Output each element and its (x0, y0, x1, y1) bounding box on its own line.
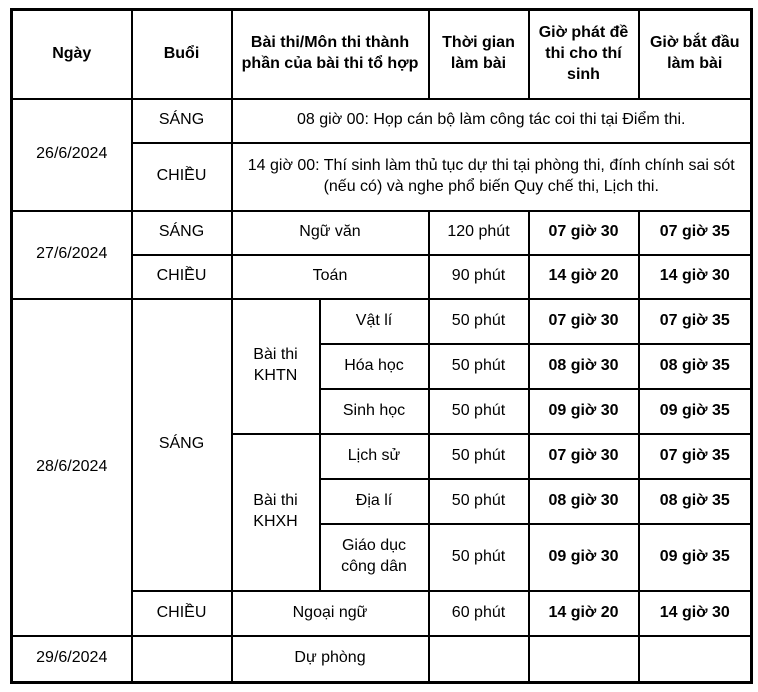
reserve-day-cell: Dự phòng (232, 636, 429, 683)
subject-cell: Ngoại ngữ (232, 591, 429, 636)
handout-time-cell: 14 giờ 20 (529, 255, 639, 299)
table-row (12, 99, 752, 143)
subject-cell: Hóa học (320, 344, 429, 389)
session-cell: CHIỀU (132, 591, 232, 636)
start-time-cell: 14 giờ 30 (639, 591, 752, 636)
group-label-cell: Bài thi KHTN (232, 299, 320, 434)
note-cell: 14 giờ 00: Thí sinh làm thủ tục dự thi tại phòng thi, đính chính sai sót (nếu có) và nghe phổ biến Quy chế thi, Lịch thi. (232, 143, 752, 211)
start-time-cell: 08 giờ 35 (639, 344, 752, 389)
handout-time-cell: 09 giờ 30 (529, 524, 639, 591)
start-time-cell-empty (639, 636, 752, 683)
handout-time-cell: 07 giờ 30 (529, 434, 639, 479)
duration-cell: 50 phút (429, 479, 529, 524)
table-row (12, 299, 752, 344)
subject-cell: Địa lí (320, 479, 429, 524)
subject-cell: Lịch sử (320, 434, 429, 479)
date-cell: 28/6/2024 (12, 299, 132, 636)
duration-cell: 50 phút (429, 434, 529, 479)
duration-cell: 50 phút (429, 524, 529, 591)
header-start-time: Giờ bắt đầu làm bài (639, 10, 752, 99)
header-session: Buổi (132, 10, 232, 99)
handout-time-cell: 14 giờ 20 (529, 591, 639, 636)
table-row (12, 211, 752, 255)
header-date: Ngày (12, 10, 132, 99)
subject-cell: Sinh học (320, 389, 429, 434)
date-cell: 29/6/2024 (12, 636, 132, 683)
start-time-cell: 07 giờ 35 (639, 211, 752, 255)
note-cell: 08 giờ 00: Họp cán bộ làm công tác coi thi tại Điểm thi. (232, 99, 752, 143)
header-exam: Bài thi/Môn thi thành phần của bài thi tổ hợp (232, 10, 429, 99)
handout-time-cell-empty (529, 636, 639, 683)
session-cell: CHIỀU (132, 143, 232, 211)
table-row (12, 636, 752, 683)
start-time-cell: 07 giờ 35 (639, 299, 752, 344)
subject-cell: Giáo dục công dân (320, 524, 429, 591)
duration-cell: 50 phút (429, 344, 529, 389)
duration-cell-empty (429, 636, 529, 683)
session-cell: SÁNG (132, 211, 232, 255)
session-cell: SÁNG (132, 99, 232, 143)
session-cell: SÁNG (132, 299, 232, 591)
duration-cell: 50 phút (429, 299, 529, 344)
exam-schedule-table (10, 8, 753, 684)
session-cell: CHIỀU (132, 255, 232, 299)
subject-cell: Vật lí (320, 299, 429, 344)
subject-cell: Toán (232, 255, 429, 299)
start-time-cell: 09 giờ 35 (639, 524, 752, 591)
header-handout-time: Giờ phát đề thi cho thí sinh (529, 10, 639, 99)
exam-schedule (10, 8, 753, 684)
start-time-cell: 08 giờ 35 (639, 479, 752, 524)
start-time-cell: 07 giờ 35 (639, 434, 752, 479)
start-time-cell: 09 giờ 35 (639, 389, 752, 434)
duration-cell: 120 phút (429, 211, 529, 255)
date-cell: 27/6/2024 (12, 211, 132, 299)
handout-time-cell: 07 giờ 30 (529, 299, 639, 344)
group-label-cell: Bài thi KHXH (232, 434, 320, 591)
handout-time-cell: 09 giờ 30 (529, 389, 639, 434)
header-row (12, 10, 752, 99)
handout-time-cell: 08 giờ 30 (529, 479, 639, 524)
duration-cell: 60 phút (429, 591, 529, 636)
subject-cell: Ngữ văn (232, 211, 429, 255)
start-time-cell: 14 giờ 30 (639, 255, 752, 299)
date-cell: 26/6/2024 (12, 99, 132, 211)
session-cell-empty (132, 636, 232, 683)
duration-cell: 90 phút (429, 255, 529, 299)
handout-time-cell: 08 giờ 30 (529, 344, 639, 389)
handout-time-cell: 07 giờ 30 (529, 211, 639, 255)
duration-cell: 50 phút (429, 389, 529, 434)
header-duration: Thời gian làm bài (429, 10, 529, 99)
